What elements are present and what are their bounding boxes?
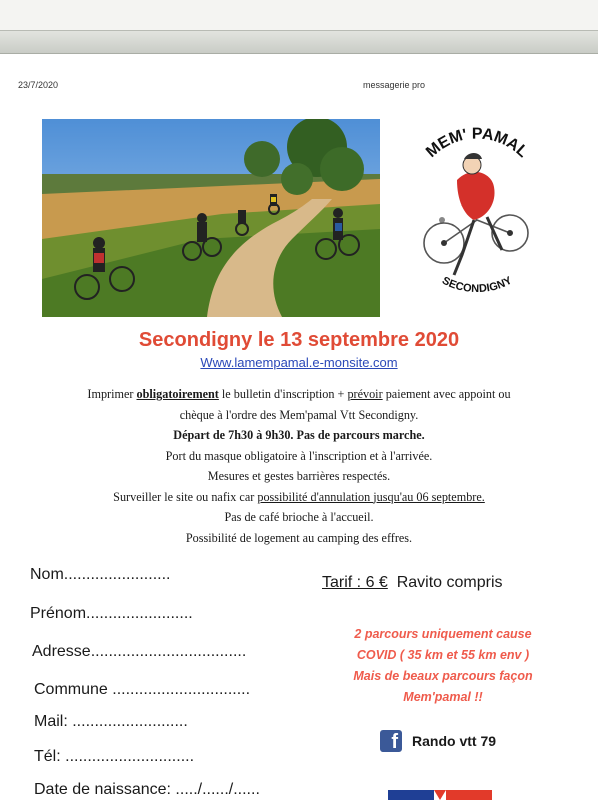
info-line-4: Port du masque obligatoire à l'inscription et à l'arrivée. bbox=[165, 448, 433, 463]
print-source: messagerie pro bbox=[363, 80, 426, 90]
info-line-3: Départ de 7h30 à 9h30. Pas de parcours marche. bbox=[173, 428, 425, 442]
svg-text:MEM' PAMAL bbox=[423, 126, 531, 162]
facebook-link[interactable] bbox=[380, 730, 496, 752]
info-line-7: Pas de café brioche à l'accueil. bbox=[224, 510, 374, 524]
info-text: Imprimer bbox=[87, 387, 137, 401]
covid-line-3: Mais de beaux parcours façon bbox=[353, 669, 533, 683]
covid-line-2: COVID ( 35 km et 55 km env ) bbox=[356, 648, 530, 662]
price-note: Ravito compris bbox=[396, 574, 503, 591]
logo-club-name: MEM' PAMAL bbox=[423, 125, 532, 162]
viewer-toolbar bbox=[0, 30, 598, 54]
info-emphasis: possibilité d'annulation jusqu'au 06 septembre. bbox=[257, 489, 485, 504]
field-date-naissance[interactable]: Date de naissance: ...../....../...... bbox=[34, 781, 260, 798]
field-prenom[interactable]: Prénom........................ bbox=[30, 605, 193, 622]
info-line-1 bbox=[0, 384, 598, 405]
info-text: Surveiller le site ou nafix car bbox=[113, 489, 258, 504]
event-info bbox=[0, 384, 598, 548]
price-line bbox=[322, 574, 503, 592]
info-line-2: chèque à l'ordre des Mem'pamal Vtt Secondigny. bbox=[179, 407, 419, 422]
field-commune[interactable]: Commune ............................... bbox=[34, 681, 251, 698]
top-band bbox=[0, 0, 598, 30]
riders-photo bbox=[42, 119, 380, 317]
info-line-8: Possibilité de logement au camping des effres. bbox=[185, 530, 413, 545]
event-title: Secondigny le 13 septembre 2020 bbox=[138, 329, 460, 351]
logo-town: SECONDIGNY bbox=[439, 274, 515, 296]
info-emphasis: obligatoirement bbox=[136, 387, 219, 401]
facebook-page-name: Rando vtt 79 bbox=[412, 733, 497, 749]
field-mail[interactable]: Mail: .......................... bbox=[34, 713, 188, 730]
svg-text:SECONDIGNY bbox=[440, 274, 515, 295]
sponsor-logo bbox=[388, 786, 492, 800]
print-date: 23/7/2020 bbox=[18, 80, 59, 90]
sponsor-logo-graphic bbox=[388, 786, 492, 800]
info-line-5: Mesures et gestes barrières respectés. bbox=[207, 469, 391, 483]
covid-line-4: Mem'pamal !! bbox=[403, 690, 483, 704]
covid-line-1: 2 parcours uniquement cause bbox=[354, 627, 532, 641]
info-text: paiement avec appoint ou bbox=[382, 387, 511, 401]
info-emphasis: prévoir bbox=[347, 387, 383, 401]
club-logo bbox=[402, 125, 552, 305]
club-logo-lettering bbox=[402, 125, 552, 305]
info-line-6 bbox=[0, 487, 598, 508]
field-tel[interactable]: Tél: ............................. bbox=[34, 748, 195, 765]
riders-photo-illustration bbox=[42, 119, 380, 317]
field-nom[interactable]: Nom........................ bbox=[30, 566, 171, 583]
covid-notice bbox=[318, 624, 568, 708]
info-text: le bulletin d'inscription + bbox=[218, 387, 348, 401]
facebook-icon: f bbox=[380, 730, 402, 752]
club-website-link[interactable]: Www.lamempamal.e-monsite.com bbox=[200, 355, 398, 370]
field-adresse[interactable]: Adresse................................... bbox=[32, 643, 247, 660]
price-label: Tarif : 6 € bbox=[322, 574, 388, 591]
